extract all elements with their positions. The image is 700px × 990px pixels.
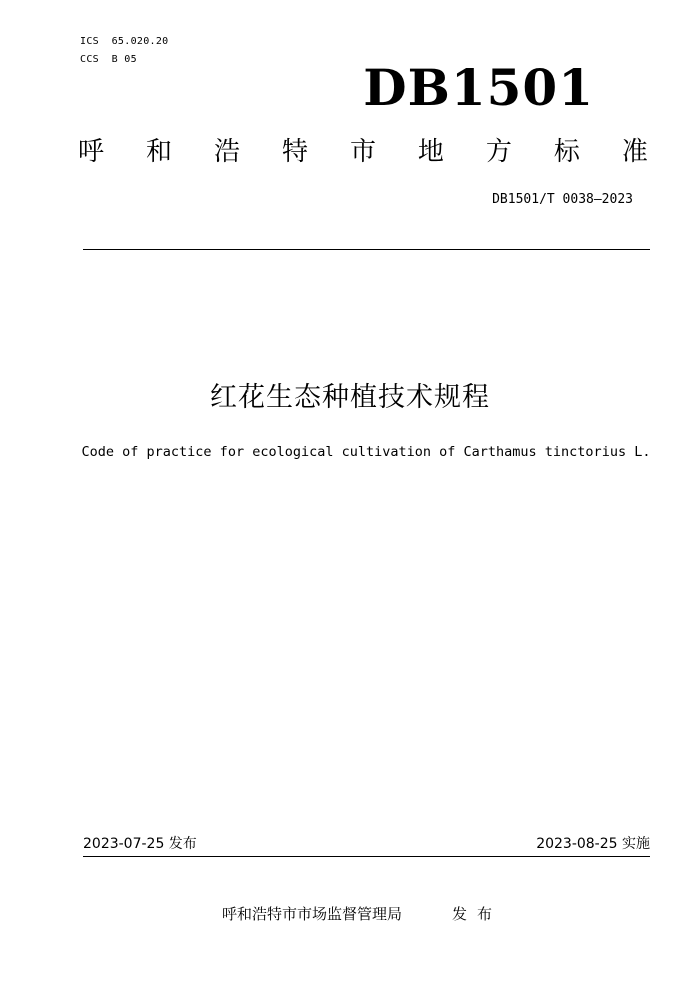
ccs-code: CCS B 05 [80,54,137,65]
ics-code: ICS 65.020.20 [80,36,169,47]
standard-type-char: 浩 [213,137,240,167]
publish-label: 发布 [452,905,503,923]
issue-date: 2023-07-25 发布 [83,836,197,852]
implementation-date: 2023-08-25 实施 [536,836,650,852]
standard-number: DB1501/T 0038—2023 [492,192,633,207]
standard-type-char: 和 [145,137,172,167]
standard-type-char: 呼 [78,137,105,167]
document-title-en: Code of practice for ecological cultivation of Carthamus tinctorius L. [81,444,651,460]
db-logo: DB1501 [363,58,594,117]
standard-type-char: 标 [553,137,580,167]
bottom-divider [83,856,650,857]
top-divider [83,249,650,250]
standard-type-char: 地 [417,137,444,167]
publisher-name: 呼和浩特市市场监督管理局 [222,905,403,923]
standard-type-char: 特 [281,137,308,167]
standard-type-char: 准 [621,137,648,167]
standard-type-char: 方 [485,137,512,167]
document-title-zh: 红花生态种植技术规程 [210,382,490,413]
standard-type-char: 市 [349,137,376,167]
standard-type-heading [78,134,648,170]
